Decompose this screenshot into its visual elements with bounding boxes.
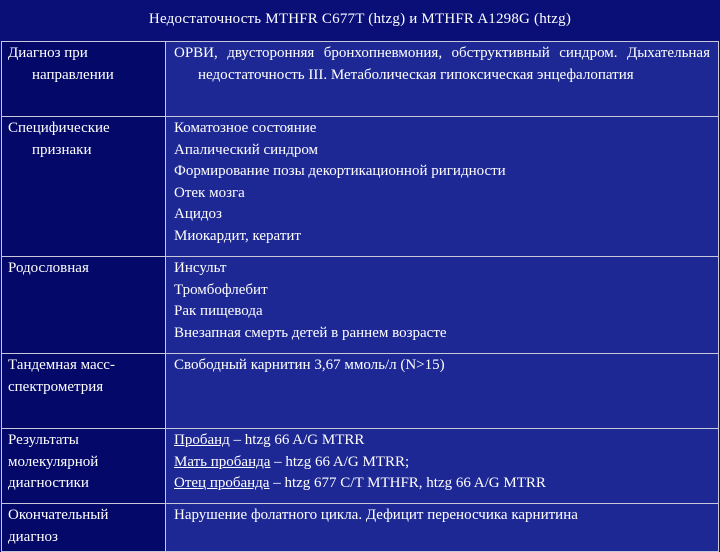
row-value-pedigree — [166, 257, 719, 354]
row-label-text: Тандемная масс-спектрометрия — [8, 357, 115, 395]
row-label-text: Диагноз при направлении — [8, 45, 114, 83]
row-label-referral-diagnosis — [2, 42, 166, 117]
result-subject-mother: Мать пробанда — [174, 453, 271, 470]
row-value-tandem-ms — [166, 354, 719, 429]
row-value-text: ОРВИ, двусторонняя бронхопневмония, обструктивный синдром. Дыхательная недостаточность III. Метаболическая гипоксическая энцефалопатия — [174, 45, 710, 83]
list-item: Рак пищевода — [174, 303, 263, 319]
list-item: Внезапная смерть детей в раннем возрасте — [174, 324, 447, 341]
list-item: Отек мозга — [174, 184, 245, 201]
table-row — [2, 354, 719, 429]
row-label-text: Родословная — [8, 260, 89, 276]
table-row — [2, 257, 719, 354]
result-line-mother — [174, 452, 710, 474]
row-value-text: Нарушение фолатного цикла. Дефицит переносчика карнитина — [174, 507, 578, 523]
table-row — [2, 42, 719, 117]
list-item: Ацидоз — [174, 206, 222, 222]
row-value-referral-diagnosis — [166, 42, 719, 117]
list-item: Миокардит, кератит — [174, 227, 301, 244]
list-item: Инсульт — [174, 260, 227, 276]
row-value-molecular-results — [166, 429, 719, 504]
list-item: Формирование позы декортикационной ригидности — [174, 163, 506, 179]
list-item: Апалический синдром — [174, 141, 319, 158]
row-label-final-diagnosis — [2, 504, 166, 552]
row-label-text: Результаты молекулярной диагностики — [8, 432, 99, 491]
list-item: Тромбофлебит — [174, 281, 268, 298]
clinical-case-table — [1, 41, 719, 552]
result-text-mother: – htzg 66 A/G MTRR; — [270, 453, 410, 470]
result-line-proband — [174, 430, 710, 452]
result-subject-father: Отец пробанда — [174, 475, 270, 491]
table-row — [2, 504, 719, 552]
row-label-molecular-results — [2, 429, 166, 504]
table-row — [2, 429, 719, 504]
row-value-final-diagnosis — [166, 504, 719, 552]
row-label-pedigree — [2, 257, 166, 354]
result-text-proband: – htzg 66 A/G MTRR — [229, 432, 365, 448]
row-label-text: Специфические признаки — [8, 120, 110, 158]
table-row — [2, 117, 719, 257]
slide-title: Недостаточность MTHFR C677T (htzg) и MTHFR A1298G (htzg) — [148, 11, 572, 27]
row-value-specific-signs — [166, 117, 719, 257]
row-value-text: Свободный карнитин 3,67 ммоль/л (N>15) — [174, 357, 445, 373]
result-line-father — [174, 473, 710, 495]
row-label-text: Окончательный диагноз — [8, 507, 109, 545]
list-item: Коматозное состояние — [174, 120, 317, 136]
row-label-tandem-ms — [2, 354, 166, 429]
result-subject-proband: Пробанд — [174, 432, 230, 448]
result-text-father: – htzg 677 C/T MTHFR, htzg 66 A/G MTRR — [269, 475, 546, 491]
row-label-specific-signs — [2, 117, 166, 257]
